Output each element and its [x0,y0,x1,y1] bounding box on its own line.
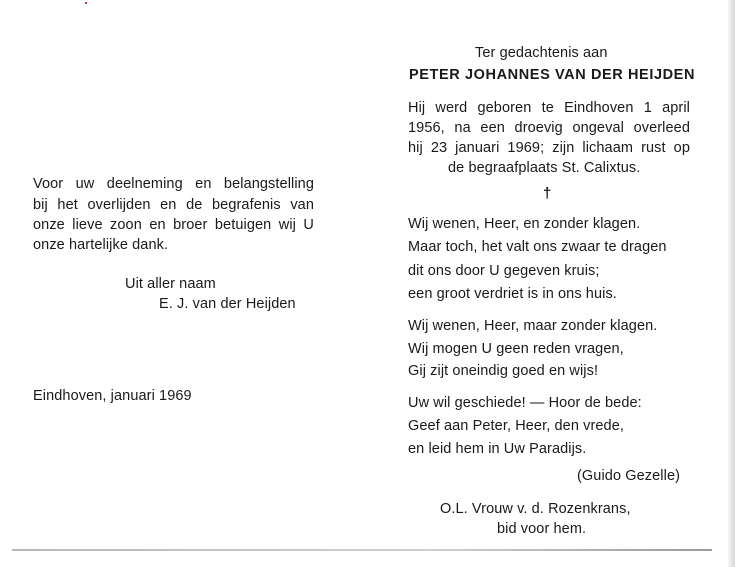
place-date: Eindhoven, januari 1969 [33,388,192,404]
poem-s1-line-1: Wij wenen, Heer, en zonder klagen. [408,216,641,232]
bio-line-4: de begraafplaats St. Calixtus. [448,160,641,176]
bio-line-2: 1956, na een droevig ongeval overleed [408,120,690,136]
prayer-line-2: bid voor hem. [497,521,587,537]
prayer-line-1: O.L. Vrouw v. d. Rozenkrans, [440,501,631,517]
cross-icon: † [543,185,552,202]
poem-s1-line-2: Maar toch, het valt ons zwaar te dragen [408,239,667,255]
poem-s2-line-1: Wij wenen, Heer, maar zonder klagen. [408,318,658,334]
thanks-line-1: Voor uw deelneming en belangstelling [33,176,314,192]
poem-s3-line-2: Geef aan Peter, Heer, den vrede, [408,418,625,434]
poem-s3-line-3: en leid hem in Uw Paradijs. [408,441,587,457]
thanks-line-4: onze hartelijke dank. [33,237,169,253]
poem-author: (Guido Gezelle) [577,468,681,484]
bio-line-1: Hij werd geboren te Eindhoven 1 april [408,100,690,116]
signoff-line-2: E. J. van der Heijden [159,296,296,312]
bio-line-3: hij 23 januari 1969; zijn lichaam rust op [408,140,690,156]
card-bottom-edge [12,549,712,551]
deceased-name: PETER JOHANNES VAN DER HEIJDEN [409,67,696,83]
print-mark [85,2,87,4]
poem-s3-line-1: Uw wil geschiede! — Hoor de bede: [408,395,642,411]
in-memory-heading: Ter gedachtenis aan [475,45,608,61]
card-right-edge [728,0,735,567]
poem-s2-line-3: Gij zijt oneindig goed en wijs! [408,363,599,379]
poem-s1-line-4: een groot verdriet is in ons huis. [408,286,617,302]
poem-s2-line-2: Wij mogen U geen reden vragen, [408,341,624,357]
thanks-line-3: onze lieve zoon en broer betuigen wij U [33,217,314,233]
thanks-line-2: bij het overlijden en de begrafenis van [33,197,314,213]
signoff-line-1: Uit aller naam [125,276,216,292]
poem-s1-line-3: dit ons door U gegeven kruis; [408,263,600,279]
